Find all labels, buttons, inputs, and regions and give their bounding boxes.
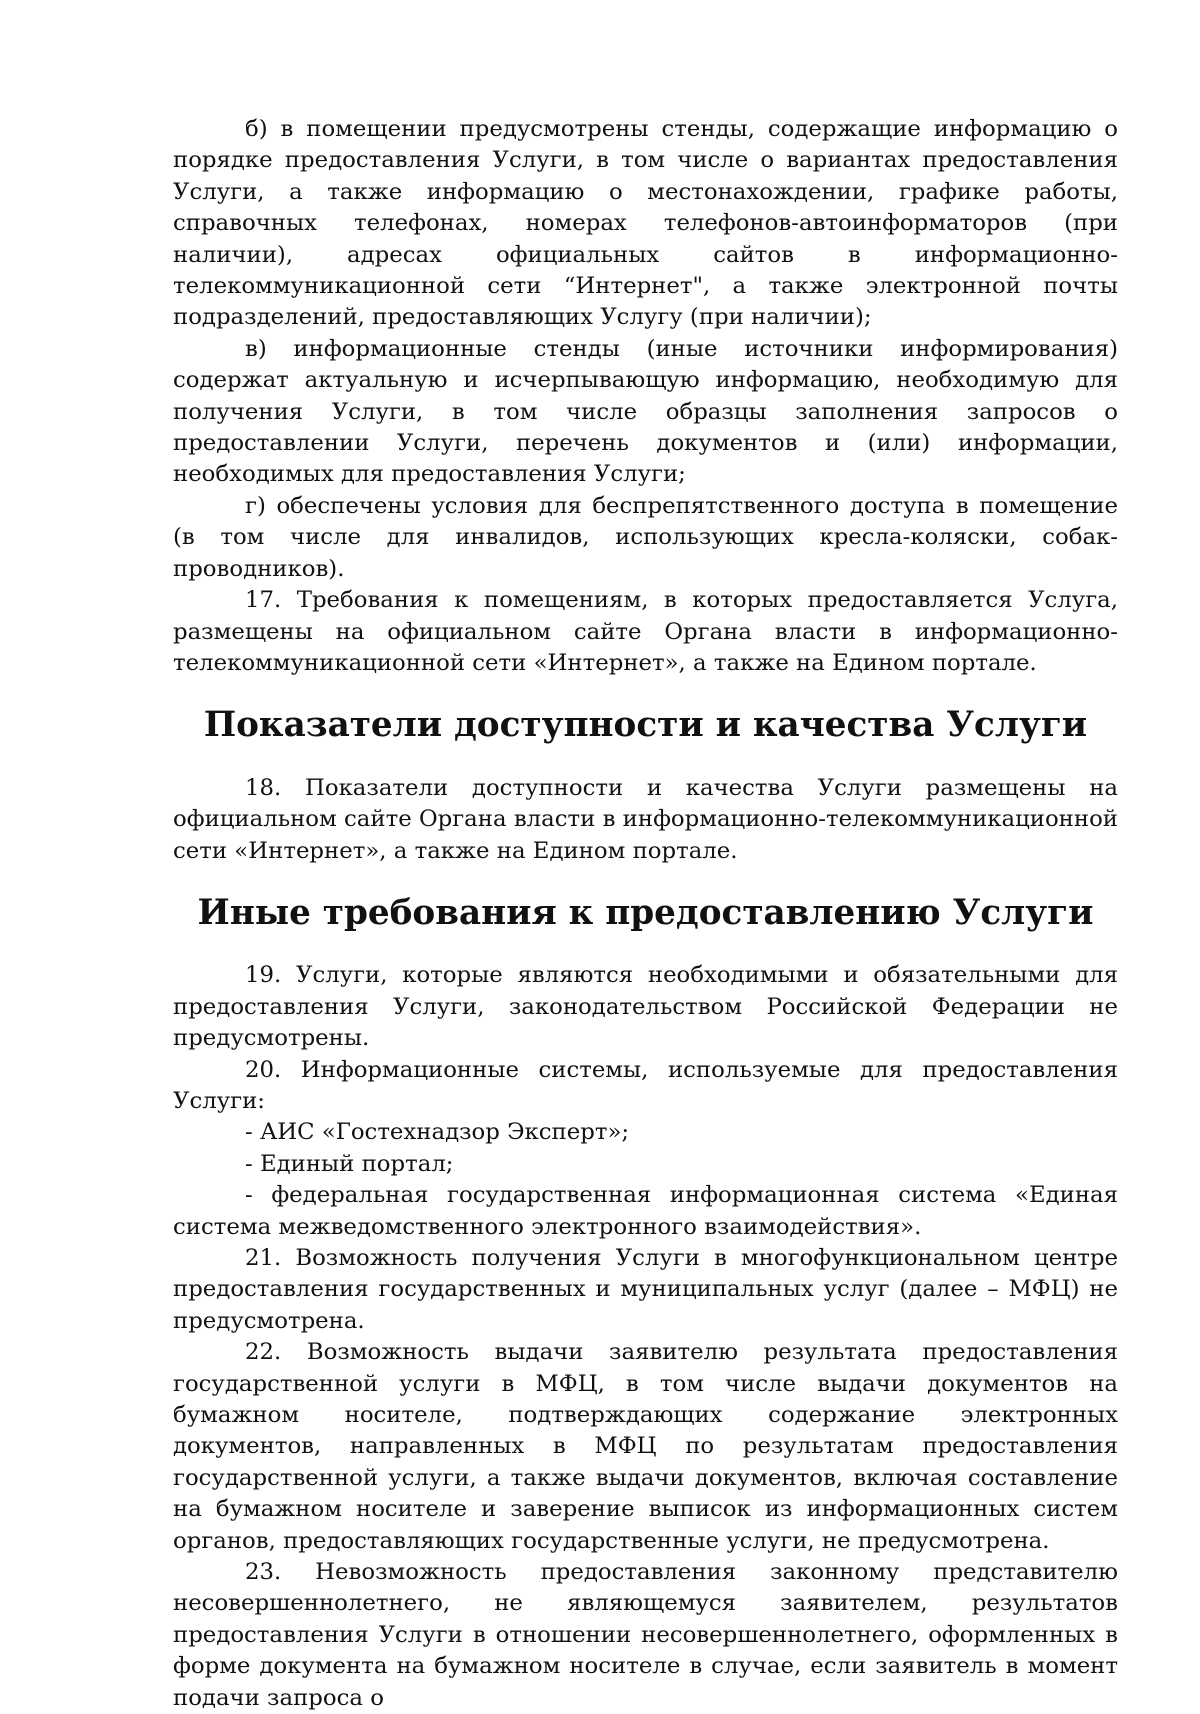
paragraph-v: в) информационные стенды (иные источники информирования) содержат актуальную и исчерпывающую информацию, необходимую для получения Услуги, в том числе образцы заполнения запросов о предоставлении Услуги, перечень документов и (или) информации, необходимых для предоставления Услуги; [173, 335, 1118, 488]
section-heading-accessibility: Показатели доступности и качества Услуги [203, 705, 1088, 746]
list-item-ais: - АИС «Гостехнадзор Эксперт»; [245, 1119, 630, 1146]
paragraph-17: 17. Требования к помещениям, в которых предоставляется Услуга, размещены на официальном сайте Органа власти в информационно-телекоммуникационной сети «Интернет», а также на Едином портале. [173, 587, 1118, 676]
paragraph-g: г) обеспечены условия для беспрепятственного доступа в помещение (в том числе для инвалидов, использующих кресла-коляски, собак-проводников). [173, 492, 1118, 582]
paragraph-20: 20. Информационные системы, используемые для предоставления Услуги: [173, 1056, 1118, 1114]
spacer [173, 742, 1118, 773]
paragraph-18: 18. Показатели доступности и качества Услуги размещены на официальном сайте Органа власти в информационно-телекоммуникационной сети «Интернет», а также на Едином портале. [173, 774, 1118, 864]
paragraph-23: 23. Невозможность предоставления законному представителю несовершеннолетнего, не являющемуся заявителем, результатов предоставления Услуги в отношении несовершеннолетнего, оформленных в форме документа на бумажном носителе в случае, если заявитель в момент подачи запроса о [173, 1559, 1118, 1711]
paragraph-22: 22. Возможность выдачи заявителю результата предоставления государственной услуги в МФЦ, в том числе выдачи документов на бумажном носителе, подтверждающих содержание электронных документов, направленных в МФЦ по результатам предоставления государственной услуги, а также выдачи документов, включая составление на бумажном носителе и заверение выписок из информационных систем органов, предоставляющих государственные услуги, не предусмотрена. [173, 1339, 1118, 1554]
list-item-portal: - Единый портал; [245, 1150, 454, 1177]
list-item-smev: - федеральная государственная информационная система «Единая система межведомственного электронного взаимодействия». [173, 1182, 1118, 1240]
paragraph-19: 19. Услуги, которые являются необходимыми и обязательными для предоставления Услуги, законодательством Российской Федерации не предусмотрены. [173, 962, 1118, 1052]
spacer [173, 929, 1118, 960]
section-heading-other-requirements: Иные требования к предоставлению Услуги [197, 892, 1094, 933]
paragraph-21: 21. Возможность получения Услуги в многофункциональном центре предоставления государственных и муниципальных услуг (далее – МФЦ) не предусмотрена. [173, 1245, 1118, 1334]
paragraph-b: б) в помещении предусмотрены стенды, содержащие информацию о порядке предоставления Услуги, в том числе о вариантах предоставления Услуги, а также информацию о местонахождении, графике работы, справочных телефонах, номерах телефонов-автоинформаторов (при наличии), адресах официальных сайтов в информационно-телекоммуникационной сети “Интернет", а также электронной почты подразделений, предоставляющих Услугу (при наличии); [173, 116, 1118, 331]
